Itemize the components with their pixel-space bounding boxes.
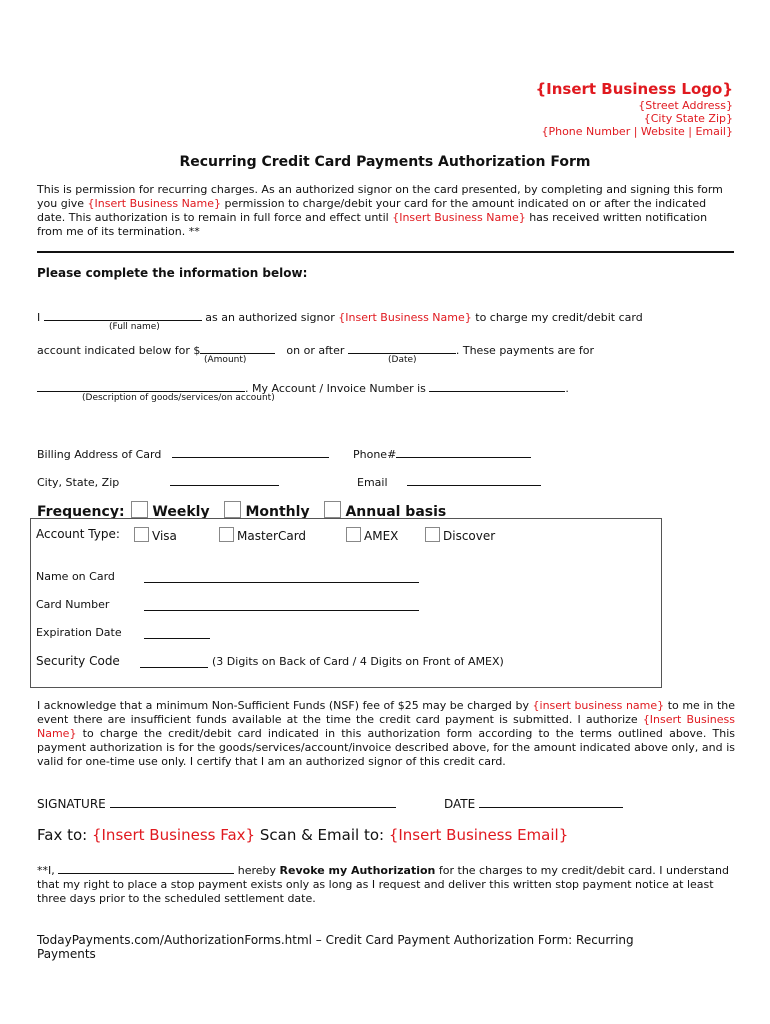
expiration-field[interactable] (144, 627, 210, 639)
signature-date-label: DATE (444, 797, 476, 811)
expiration-label: Expiration Date (36, 626, 122, 639)
account-type-label: Account Type: (36, 527, 120, 541)
visa-checkbox[interactable] (134, 527, 149, 542)
full-name-caption: (Full name) (109, 322, 160, 332)
fax-label: Fax to: (37, 826, 92, 844)
weekly-checkbox[interactable] (131, 501, 148, 518)
date-row (444, 796, 623, 811)
amount-caption: (Amount) (204, 355, 247, 365)
ack-text-3: to charge the credit/debit card indicated in this authorization form according to the terms outlined above. This payment authorization is for the goods/services/account/invoice described above, for the amount indicated above only, and is valid for one-time use only. I certify that I am an authorized signor of this credit card. (37, 727, 735, 768)
section-heading: Please complete the information below: (37, 266, 308, 280)
intro-text-3: has received written notification from me of its termination. ** (37, 211, 708, 238)
billing-address-field[interactable] (172, 446, 329, 458)
discover-checkbox[interactable] (425, 527, 440, 542)
amex-checkbox[interactable] (346, 527, 361, 542)
authorization-line-2 (37, 342, 594, 357)
name-on-card-field[interactable] (144, 571, 419, 583)
discover-label: Discover (443, 529, 496, 543)
city-state-zip-field[interactable] (170, 474, 279, 486)
annual-checkbox[interactable] (324, 501, 341, 518)
city-state-zip-placeholder: {City State Zip} (643, 112, 733, 125)
date-caption: (Date) (388, 355, 417, 365)
account-number-text: . My Account / Invoice Number is (245, 382, 426, 395)
mastercard-checkbox[interactable] (219, 527, 234, 542)
authorized-signor-text: as an authorized signor (205, 311, 335, 324)
on-or-after-text: on or after (286, 344, 345, 357)
email-field[interactable] (407, 474, 541, 486)
billing-address-label: Billing Address of Card (37, 448, 162, 461)
visa-option (134, 527, 177, 543)
intro-business-name-1: {Insert Business Name} (87, 197, 222, 210)
payments-for-text: . These payments are for (455, 344, 594, 357)
line3-period: . (565, 382, 569, 395)
full-name-field[interactable] (44, 309, 202, 321)
account-number-field[interactable] (429, 380, 565, 392)
revoke-rest: for the charges to my credit/debit card. I understand that my right to place a stop payment exists only as long as I request and deliver this written stop payment notice at least three days prior to the scheduled settlement date. (37, 864, 729, 905)
line1-business-name: {Insert Business Name} (338, 311, 472, 324)
ack-business-name-1: {insert business name} (532, 699, 665, 712)
security-code-field[interactable] (140, 656, 208, 668)
i-label: I (37, 311, 41, 324)
intro-business-name-2: {Insert Business Name} (392, 211, 526, 224)
revoke-mid: hereby (234, 864, 280, 877)
mastercard-option (219, 527, 306, 543)
intro-text-2: permission to charge/debit your card for the amount indicated on or after the indicated date. This authorization is to remain in full force and effect until (37, 197, 707, 224)
signature-field[interactable] (110, 796, 396, 808)
amex-option (346, 527, 398, 543)
email-row (357, 474, 541, 489)
email-label: Email (357, 476, 388, 489)
amex-label: AMEX (364, 529, 399, 543)
intro-paragraph (37, 183, 735, 239)
description-field[interactable] (37, 380, 245, 392)
monthly-checkbox[interactable] (224, 501, 241, 518)
revoke-bold: Revoke my Authorization (279, 864, 436, 877)
intro-text-1: This is permission for recurring charges. As an authorized signor on the card presented, by completing and signing this form you give (37, 183, 723, 210)
fax-email-row (37, 826, 568, 844)
amount-text: account indicated below for $ (37, 344, 201, 357)
revoke-prefix: **I, (37, 864, 55, 877)
footer-text: TodayPayments.com/AuthorizationForms.html – Credit Card Payment Authorization Form: Recurring Payments (37, 933, 634, 961)
signature-date-field[interactable] (479, 796, 623, 808)
business-logo-placeholder: {Insert Business Logo} (535, 80, 733, 98)
phone-field[interactable] (396, 446, 531, 458)
annual-label: Annual basis (345, 504, 447, 520)
frequency-label: Frequency: (37, 504, 125, 520)
ack-business-name-2: {Insert Business Name} (37, 713, 735, 740)
account-type-row (36, 527, 120, 541)
acknowledge-paragraph (37, 699, 735, 769)
card-number-field[interactable] (144, 599, 419, 611)
street-address-placeholder: {Street Address} (638, 99, 733, 112)
monthly-label: Monthly (245, 504, 310, 520)
signature-label: SIGNATURE (37, 797, 106, 811)
scan-email-label: Scan & Email to: (255, 826, 389, 844)
security-code-note: (3 Digits on Back of Card / 4 Digits on Front of AMEX) (212, 655, 504, 668)
ack-text-1: I acknowledge that a minimum Non-Sufficient Funds (NSF) fee of $25 may be charged by (37, 699, 533, 712)
contact-placeholder: {Phone Number | Website | Email} (541, 125, 733, 138)
phone-row (353, 446, 531, 461)
ack-text-2: to me in the event there are insufficient funds available at the time the credit card payment is submitted. I authorize (37, 699, 736, 726)
revoke-paragraph (37, 862, 735, 906)
weekly-label: Weekly (152, 504, 210, 520)
city-row (37, 474, 279, 489)
city-state-zip-label: City, State, Zip (37, 476, 120, 489)
signature-row (37, 796, 396, 811)
section-divider (37, 251, 734, 253)
visa-label: Visa (152, 529, 177, 543)
billing-address-row (37, 446, 329, 461)
form-title: Recurring Credit Card Payments Authorization Form (179, 154, 591, 170)
phone-label: Phone# (353, 448, 397, 461)
card-number-label: Card Number (36, 598, 110, 611)
charge-card-text: to charge my credit/debit card (475, 311, 643, 324)
revoke-name-field[interactable] (58, 862, 234, 874)
email-placeholder: {Insert Business Email} (388, 826, 569, 844)
name-on-card-label: Name on Card (36, 570, 115, 583)
fax-placeholder: {Insert Business Fax} (91, 826, 256, 844)
amount-field[interactable] (200, 342, 275, 354)
mastercard-label: MasterCard (237, 529, 307, 543)
discover-option (425, 527, 495, 543)
description-caption: (Description of goods/services/on account) (82, 393, 275, 403)
security-code-label: Security Code (36, 654, 120, 668)
date-field[interactable] (348, 342, 456, 354)
